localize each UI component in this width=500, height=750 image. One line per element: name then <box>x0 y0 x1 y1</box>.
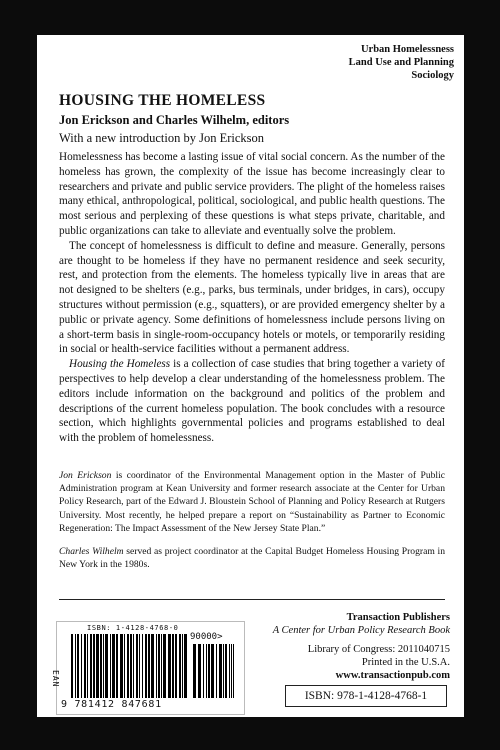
barcode-bar <box>112 634 115 698</box>
subject-item: Urban Homelessness <box>360 44 454 55</box>
publisher-series: A Center for Urban Policy Research Book <box>272 625 450 636</box>
barcode-bar <box>229 644 230 698</box>
barcode-bar <box>93 634 95 698</box>
library-of-congress: Library of Congress: 2011040715 <box>307 644 450 655</box>
barcode-bar <box>179 634 181 698</box>
barcode-bar <box>71 634 73 698</box>
barcode-bar <box>75 634 76 698</box>
barcode-ean-label: EAN <box>51 670 60 688</box>
barcode-bar <box>110 634 111 698</box>
barcode-bar <box>151 634 154 698</box>
barcode-bar <box>225 644 227 698</box>
barcode-bar <box>172 634 174 698</box>
barcode-bar <box>182 634 183 698</box>
barcode-bar <box>90 634 92 698</box>
barcode <box>51 621 245 715</box>
barcode-bar <box>206 644 207 698</box>
intro-line: With a new introduction by Jon Erickson <box>59 131 265 145</box>
barcode-bar <box>193 644 196 698</box>
publisher-url: www.transactionpub.com <box>335 670 450 681</box>
barcode-bar <box>145 634 147 698</box>
barcode-bar <box>124 634 125 698</box>
barcode-addon-bars <box>193 644 237 698</box>
publisher-name: Transaction Publishers <box>346 612 450 623</box>
barcode-bar <box>133 634 134 698</box>
barcode-bar <box>116 634 118 698</box>
description-paragraph: Homelessness has become a lasting issue of vital social concern. As the number of the homeless has grown, the complexity of the issue has become increasingly clear to researchers and private and public service providers. The plight of the homeless raises many ethical, anthropological, political, sociological, and public health questions. The most serious and perplexing of these questions is what steps private, charitable, and public organizations can take to alleviate and eventually solve the problem. <box>59 151 445 237</box>
bio-text: served as project coordinator at the Capital Budget Homeless Housing Program in New York in the 1980s. <box>59 546 445 571</box>
author-bios <box>59 469 445 581</box>
barcode-bar <box>223 644 224 698</box>
barcode-bar <box>208 644 210 698</box>
barcode-bar <box>203 644 204 698</box>
book-title: HOUSING THE HOMELESS <box>59 92 266 109</box>
description-paragraph: The concept of homelessness is difficult to define and measure. Generally, persons are thought to be homeless if they have no permanent residence and seek security, rest, and protection from the elements. The homeless typically live in areas that are not designed to be shelters (e.g., parks, bus terminals, under bridges, in cars), occupy structures without permission (e.g., squatters), or are provided emergency shelter by a public or private agency. Some definitions of homelessness include persons living on a short-term basis in single-room-occupancy hotels or motels, or temporarily residing in social or health-service facilities without a permanent address. <box>59 239 445 356</box>
barcode-bar <box>156 634 157 698</box>
description-text: is a collection of case studies that bring together a variety of perspectives to help develop a clear understanding of the homelessness problem. The editors include information on the background and politics of the problem and descriptions of the current homeless population. The book concludes with a resource section, which highlights governmental policies and programs established to deal with the problem of homelessness. <box>59 358 445 445</box>
bio-wilhelm <box>59 545 445 571</box>
barcode-bar <box>136 634 138 698</box>
isbn-box: ISBN: 978-1-4128-4768-1 <box>285 685 447 707</box>
back-cover <box>37 35 464 717</box>
barcode-bar <box>216 644 217 698</box>
barcode-bar <box>233 644 234 698</box>
book-editors: Jon Erickson and Charles Wilhelm, editors <box>59 113 290 127</box>
book-title-inline: Housing the Homeless <box>69 358 171 371</box>
barcode-bars <box>71 634 187 698</box>
subject-item: Sociology <box>411 70 454 81</box>
barcode-bar <box>184 634 187 698</box>
printed-in: Printed in the U.S.A. <box>361 657 450 668</box>
barcode-bar <box>127 634 129 698</box>
bio-erickson <box>59 469 445 535</box>
bio-name: Jon Erickson <box>59 470 112 481</box>
barcode-bar <box>175 634 177 698</box>
barcode-bar <box>81 634 82 698</box>
barcode-bar <box>231 644 232 698</box>
barcode-bar <box>142 634 143 698</box>
barcode-bar <box>163 634 166 698</box>
publisher-info <box>273 611 450 682</box>
barcode-bar <box>211 644 214 698</box>
barcode-bar <box>103 634 104 698</box>
barcode-isbn-text: ISBN: 1-4128-4768-0 <box>87 624 179 632</box>
barcode-bar <box>120 634 123 698</box>
barcode-bar <box>87 634 88 698</box>
barcode-bar <box>148 634 150 698</box>
barcode-addon-number: 90000> <box>190 632 223 642</box>
bio-text: is coordinator of the Environmental Management option in the Master of Public Administration program at Kean University and former research associate at the Center for Urban Policy Research, part of the Edward J. Bloustein School of Planning and Policy Research at Rutgers University. Most recently, he helped prepare a report on “Sustainability as Partner to Economic Regeneration: The Impact Assessment of the New Jersey State Plan.” <box>59 470 446 534</box>
barcode-bar <box>96 634 99 698</box>
barcode-bar <box>158 634 160 698</box>
description <box>59 150 445 446</box>
description-paragraph <box>59 357 445 446</box>
barcode-bar <box>100 634 102 698</box>
barcode-bar <box>168 634 171 698</box>
barcode-digits: 9 781412 847681 <box>61 699 162 710</box>
barcode-bar <box>84 634 86 698</box>
subject-categories <box>349 43 454 82</box>
barcode-bar <box>105 634 108 698</box>
subject-item: Land Use and Planning <box>348 57 454 68</box>
bio-name: Charles Wilhelm <box>59 546 124 558</box>
barcode-bar <box>161 634 162 698</box>
barcode-bar <box>219 644 222 698</box>
barcode-bar <box>130 634 132 698</box>
barcode-bar <box>77 634 79 698</box>
barcode-bar <box>139 634 140 698</box>
barcode-bar <box>198 644 201 698</box>
divider <box>59 599 445 600</box>
